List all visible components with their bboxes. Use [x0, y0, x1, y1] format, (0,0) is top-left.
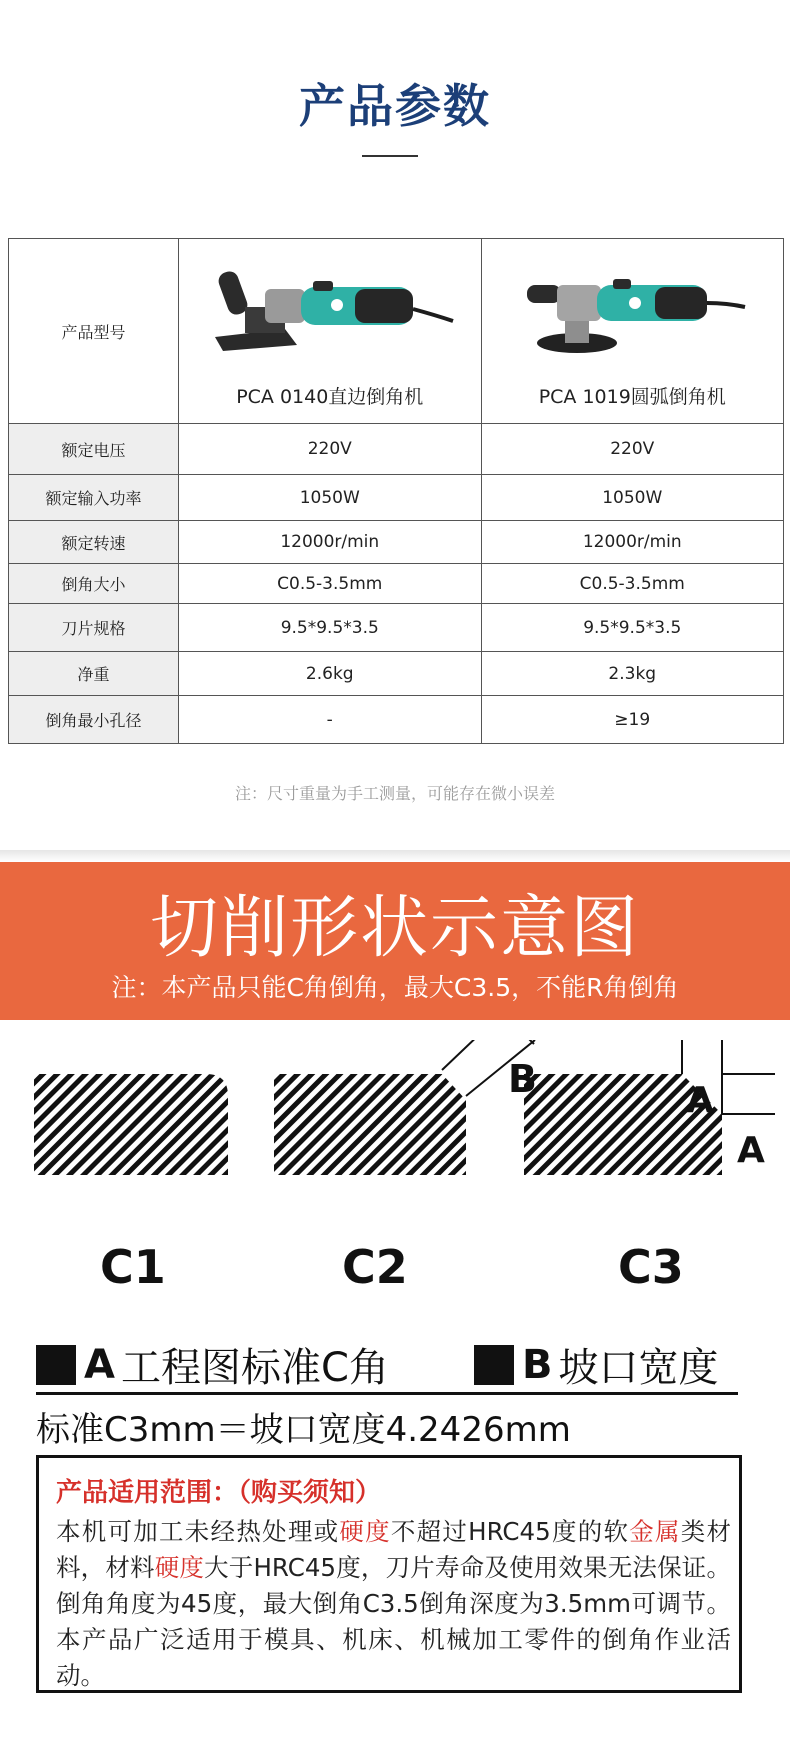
table-row — [9, 652, 784, 696]
cell-value: 1050W — [179, 475, 482, 521]
row-label: 净重 — [9, 652, 179, 696]
measurement-note: 注：尺寸重量为手工测量，可能存在微小误差 — [234, 784, 555, 803]
cell-value: ≥19 — [481, 696, 784, 744]
conversion-formula: 标准C3mm＝坡口宽度4.2426mm — [36, 1410, 571, 1450]
notice-highlight: 硬度 — [154, 1553, 205, 1582]
notice-text: 大于HRC45度，刀片寿命及使用效果无法保证。倒角角度为45度，最大倒角C3.5倒角深度为3.5mm可调节。本产品广泛适用于模具、机床、机械加工零件的倒角作业活动。 — [56, 1553, 731, 1690]
row-label: 刀片规格 — [9, 604, 179, 652]
table-row — [9, 424, 784, 475]
row-label: 额定转速 — [9, 521, 179, 564]
legend-a-text: 工程图标准C角 — [120, 1345, 389, 1391]
chamfer-diagram — [0, 1040, 790, 1240]
table-row — [9, 475, 784, 521]
table-row — [9, 239, 784, 424]
table-row — [9, 604, 784, 652]
legend-a — [36, 1336, 389, 1393]
row-label: 倒角最小孔径 — [9, 696, 179, 744]
row-label: 额定输入功率 — [9, 475, 179, 521]
cell-value: - — [179, 696, 482, 744]
table-row — [9, 521, 784, 564]
row-label: 倒角大小 — [9, 564, 179, 604]
cell-value: 12000r/min — [481, 521, 784, 564]
legend-divider — [36, 1392, 738, 1395]
banner-note: 注：本产品只能C角倒角，最大C3.5，不能R角倒角 — [111, 973, 679, 1002]
banner-title: 切削形状示意图 — [149, 889, 640, 968]
notice-text: 类材料，材料 — [56, 1517, 732, 1582]
cell-value: 9.5*9.5*3.5 — [481, 604, 784, 652]
row-label: 产品型号 — [9, 239, 179, 424]
cell-value: 9.5*9.5*3.5 — [179, 604, 482, 652]
cell-value: 220V — [179, 424, 482, 475]
title-underline — [362, 155, 418, 157]
notice-highlight: 硬度 — [339, 1517, 391, 1546]
notice-highlight: 金属 — [629, 1517, 681, 1546]
legend-square-icon — [474, 1345, 514, 1385]
cell-value: C0.5-3.5mm — [179, 564, 482, 604]
angle-grinder-with-guide-icon — [205, 259, 455, 359]
cell-value: 2.6kg — [179, 652, 482, 696]
product-name: PCA 1019圆弧倒角机 — [538, 386, 726, 408]
legend-b-letter: B — [522, 1341, 553, 1388]
legend-square-icon — [36, 1345, 76, 1385]
cell-value: C0.5-3.5mm — [481, 564, 784, 604]
params-title: 产品参数 — [299, 79, 491, 133]
table-row — [9, 564, 784, 604]
dim-label-a-side: A — [737, 1130, 765, 1171]
table-row — [9, 696, 784, 744]
legend-b — [474, 1336, 719, 1393]
angle-grinder-with-disc-icon — [517, 259, 747, 359]
spec-table — [8, 238, 784, 744]
shape-label-c2: C2 — [342, 1240, 408, 1294]
legend-a-letter: A — [84, 1341, 115, 1388]
shape-label-c1: C1 — [100, 1240, 166, 1294]
notice-body — [56, 1514, 731, 1694]
shape-banner — [0, 862, 790, 1020]
shape-label-c3: C3 — [618, 1240, 684, 1294]
dim-label-b: B — [508, 1057, 537, 1101]
row-label: 额定电压 — [9, 424, 179, 475]
c1-shape — [34, 1074, 228, 1175]
notice-box — [36, 1455, 742, 1693]
cell-value: 2.3kg — [481, 652, 784, 696]
cell-value: 220V — [481, 424, 784, 475]
product-cell — [481, 239, 784, 424]
product-name: PCA 0140直边倒角机 — [236, 386, 424, 408]
legend-b-text: 坡口宽度 — [558, 1345, 719, 1391]
cell-value: 1050W — [481, 475, 784, 521]
cell-value: 12000r/min — [179, 521, 482, 564]
c2-shape — [274, 1074, 466, 1175]
section-divider — [0, 850, 790, 862]
product-cell — [179, 239, 482, 424]
notice-title: 产品适用范围：（购买须知） — [56, 1478, 382, 1508]
notice-text: 本机可加工未经热处理或 — [56, 1517, 340, 1546]
notice-text: 不超过HRC45度的软 — [390, 1517, 630, 1546]
dim-label-a-top: A — [686, 1080, 714, 1121]
